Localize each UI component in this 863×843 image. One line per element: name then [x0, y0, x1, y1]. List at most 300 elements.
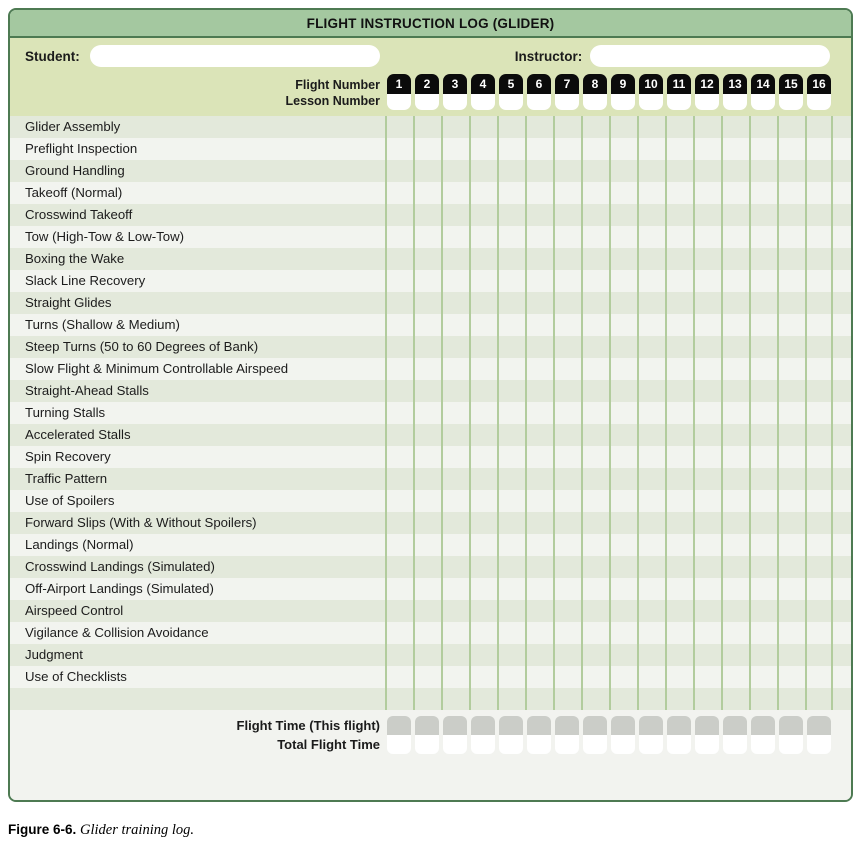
lesson-number-cell[interactable] [723, 94, 747, 110]
task-cell[interactable] [665, 270, 693, 292]
task-cell[interactable] [665, 666, 693, 688]
task-cell[interactable] [525, 688, 553, 710]
task-cell[interactable] [553, 424, 581, 446]
task-cell[interactable] [469, 182, 497, 204]
task-cell[interactable] [805, 380, 833, 402]
task-cell[interactable] [581, 358, 609, 380]
total-flight-time-cell[interactable] [667, 735, 691, 754]
lesson-number-cell[interactable] [611, 94, 635, 110]
task-cell[interactable] [497, 468, 525, 490]
task-cell[interactable] [413, 534, 441, 556]
task-cell[interactable] [637, 204, 665, 226]
lesson-number-cell[interactable] [443, 94, 467, 110]
task-cell[interactable] [441, 358, 469, 380]
task-cell[interactable] [469, 622, 497, 644]
task-cell[interactable] [469, 468, 497, 490]
task-cell[interactable] [637, 138, 665, 160]
task-cell[interactable] [553, 160, 581, 182]
task-cell[interactable] [721, 160, 749, 182]
task-cell[interactable] [693, 380, 721, 402]
task-cell[interactable] [665, 358, 693, 380]
task-cell[interactable] [553, 226, 581, 248]
task-cell[interactable] [441, 336, 469, 358]
flight-time-cell[interactable] [443, 716, 467, 735]
task-cell[interactable] [385, 336, 413, 358]
task-cell[interactable] [413, 468, 441, 490]
task-cell[interactable] [581, 116, 609, 138]
flight-time-cell[interactable] [611, 716, 635, 735]
task-cell[interactable] [385, 248, 413, 270]
task-cell[interactable] [749, 336, 777, 358]
task-cell[interactable] [749, 402, 777, 424]
task-cell[interactable] [609, 248, 637, 270]
task-cell[interactable] [637, 248, 665, 270]
task-cell[interactable] [497, 556, 525, 578]
task-cell[interactable] [609, 490, 637, 512]
task-cell[interactable] [525, 116, 553, 138]
task-cell[interactable] [637, 666, 665, 688]
task-cell[interactable] [777, 270, 805, 292]
task-cell[interactable] [385, 446, 413, 468]
task-cell[interactable] [497, 490, 525, 512]
task-cell[interactable] [777, 358, 805, 380]
total-flight-time-cell[interactable] [527, 735, 551, 754]
task-cell[interactable] [525, 226, 553, 248]
task-cell[interactable] [777, 622, 805, 644]
task-cell[interactable] [413, 490, 441, 512]
task-cell[interactable] [525, 380, 553, 402]
task-cell[interactable] [581, 446, 609, 468]
task-cell[interactable] [441, 666, 469, 688]
task-cell[interactable] [609, 182, 637, 204]
total-flight-time-cell[interactable] [471, 735, 495, 754]
task-cell[interactable] [553, 534, 581, 556]
task-cell[interactable] [469, 380, 497, 402]
task-cell[interactable] [805, 358, 833, 380]
task-cell[interactable] [665, 578, 693, 600]
task-cell[interactable] [581, 402, 609, 424]
task-cell[interactable] [581, 556, 609, 578]
task-cell[interactable] [721, 292, 749, 314]
task-cell[interactable] [693, 578, 721, 600]
task-cell[interactable] [665, 314, 693, 336]
task-cell[interactable] [385, 314, 413, 336]
task-cell[interactable] [441, 248, 469, 270]
task-cell[interactable] [721, 138, 749, 160]
flight-time-cell[interactable] [723, 716, 747, 735]
task-cell[interactable] [749, 182, 777, 204]
task-cell[interactable] [581, 534, 609, 556]
task-cell[interactable] [441, 534, 469, 556]
task-cell[interactable] [749, 204, 777, 226]
flight-time-cell[interactable] [471, 716, 495, 735]
task-cell[interactable] [497, 270, 525, 292]
task-cell[interactable] [497, 666, 525, 688]
task-cell[interactable] [693, 490, 721, 512]
task-cell[interactable] [721, 182, 749, 204]
total-flight-time-cell[interactable] [723, 735, 747, 754]
task-cell[interactable] [469, 292, 497, 314]
task-cell[interactable] [581, 622, 609, 644]
task-cell[interactable] [637, 424, 665, 446]
task-cell[interactable] [749, 468, 777, 490]
task-cell[interactable] [581, 424, 609, 446]
task-cell[interactable] [497, 380, 525, 402]
task-cell[interactable] [665, 688, 693, 710]
task-cell[interactable] [721, 402, 749, 424]
flight-time-cell[interactable] [807, 716, 831, 735]
lesson-number-cell[interactable] [695, 94, 719, 110]
task-cell[interactable] [581, 490, 609, 512]
task-cell[interactable] [693, 556, 721, 578]
task-cell[interactable] [637, 644, 665, 666]
task-cell[interactable] [721, 644, 749, 666]
task-cell[interactable] [693, 204, 721, 226]
task-cell[interactable] [637, 534, 665, 556]
task-cell[interactable] [777, 116, 805, 138]
task-cell[interactable] [693, 446, 721, 468]
task-cell[interactable] [805, 424, 833, 446]
task-cell[interactable] [665, 468, 693, 490]
task-cell[interactable] [525, 204, 553, 226]
task-cell[interactable] [525, 358, 553, 380]
flight-time-cell[interactable] [415, 716, 439, 735]
task-cell[interactable] [469, 534, 497, 556]
task-cell[interactable] [693, 226, 721, 248]
task-cell[interactable] [413, 160, 441, 182]
task-cell[interactable] [385, 116, 413, 138]
task-cell[interactable] [777, 468, 805, 490]
task-cell[interactable] [385, 578, 413, 600]
task-cell[interactable] [749, 314, 777, 336]
task-cell[interactable] [665, 116, 693, 138]
task-cell[interactable] [413, 292, 441, 314]
total-flight-time-cell[interactable] [499, 735, 523, 754]
task-cell[interactable] [609, 512, 637, 534]
task-cell[interactable] [413, 600, 441, 622]
task-cell[interactable] [581, 226, 609, 248]
task-cell[interactable] [413, 556, 441, 578]
task-cell[interactable] [637, 226, 665, 248]
task-cell[interactable] [749, 446, 777, 468]
task-cell[interactable] [777, 336, 805, 358]
task-cell[interactable] [665, 512, 693, 534]
task-cell[interactable] [413, 446, 441, 468]
task-cell[interactable] [413, 644, 441, 666]
task-cell[interactable] [469, 138, 497, 160]
instructor-input[interactable] [590, 45, 830, 67]
task-cell[interactable] [805, 182, 833, 204]
task-cell[interactable] [637, 314, 665, 336]
task-cell[interactable] [441, 204, 469, 226]
task-cell[interactable] [609, 314, 637, 336]
task-cell[interactable] [721, 424, 749, 446]
task-cell[interactable] [637, 292, 665, 314]
task-cell[interactable] [805, 534, 833, 556]
flight-time-cell[interactable] [555, 716, 579, 735]
task-cell[interactable] [581, 336, 609, 358]
task-cell[interactable] [497, 160, 525, 182]
task-cell[interactable] [413, 688, 441, 710]
task-cell[interactable] [665, 622, 693, 644]
task-cell[interactable] [385, 534, 413, 556]
task-cell[interactable] [777, 644, 805, 666]
task-cell[interactable] [497, 534, 525, 556]
task-cell[interactable] [777, 292, 805, 314]
task-cell[interactable] [413, 578, 441, 600]
task-cell[interactable] [413, 336, 441, 358]
task-cell[interactable] [581, 600, 609, 622]
task-cell[interactable] [581, 688, 609, 710]
task-cell[interactable] [609, 644, 637, 666]
task-cell[interactable] [441, 380, 469, 402]
task-cell[interactable] [777, 446, 805, 468]
task-cell[interactable] [609, 160, 637, 182]
task-cell[interactable] [385, 688, 413, 710]
task-cell[interactable] [777, 380, 805, 402]
task-cell[interactable] [637, 512, 665, 534]
task-cell[interactable] [749, 292, 777, 314]
task-cell[interactable] [497, 512, 525, 534]
task-cell[interactable] [805, 512, 833, 534]
task-cell[interactable] [413, 622, 441, 644]
task-cell[interactable] [385, 380, 413, 402]
task-cell[interactable] [637, 688, 665, 710]
task-cell[interactable] [637, 468, 665, 490]
task-cell[interactable] [693, 424, 721, 446]
task-cell[interactable] [693, 688, 721, 710]
task-cell[interactable] [413, 204, 441, 226]
task-cell[interactable] [553, 556, 581, 578]
task-cell[interactable] [413, 116, 441, 138]
total-flight-time-cell[interactable] [779, 735, 803, 754]
task-cell[interactable] [525, 556, 553, 578]
task-cell[interactable] [581, 204, 609, 226]
task-cell[interactable] [497, 204, 525, 226]
total-flight-time-cell[interactable] [807, 735, 831, 754]
lesson-number-cell[interactable] [527, 94, 551, 110]
task-cell[interactable] [805, 292, 833, 314]
task-cell[interactable] [441, 512, 469, 534]
task-cell[interactable] [385, 292, 413, 314]
lesson-number-cell[interactable] [751, 94, 775, 110]
task-cell[interactable] [553, 402, 581, 424]
task-cell[interactable] [553, 314, 581, 336]
flight-time-cell[interactable] [639, 716, 663, 735]
task-cell[interactable] [385, 556, 413, 578]
task-cell[interactable] [441, 490, 469, 512]
task-cell[interactable] [553, 270, 581, 292]
task-cell[interactable] [777, 160, 805, 182]
task-cell[interactable] [469, 424, 497, 446]
task-cell[interactable] [749, 138, 777, 160]
task-cell[interactable] [777, 578, 805, 600]
task-cell[interactable] [553, 688, 581, 710]
task-cell[interactable] [553, 292, 581, 314]
task-cell[interactable] [525, 292, 553, 314]
task-cell[interactable] [693, 600, 721, 622]
task-cell[interactable] [385, 270, 413, 292]
task-cell[interactable] [693, 622, 721, 644]
task-cell[interactable] [693, 248, 721, 270]
task-cell[interactable] [609, 622, 637, 644]
lesson-number-cell[interactable] [779, 94, 803, 110]
task-cell[interactable] [413, 270, 441, 292]
task-cell[interactable] [553, 336, 581, 358]
task-cell[interactable] [385, 644, 413, 666]
total-flight-time-cell[interactable] [583, 735, 607, 754]
task-cell[interactable] [721, 556, 749, 578]
task-cell[interactable] [441, 402, 469, 424]
task-cell[interactable] [749, 358, 777, 380]
task-cell[interactable] [553, 446, 581, 468]
total-flight-time-cell[interactable] [639, 735, 663, 754]
task-cell[interactable] [385, 160, 413, 182]
task-cell[interactable] [609, 336, 637, 358]
task-cell[interactable] [525, 490, 553, 512]
task-cell[interactable] [385, 512, 413, 534]
task-cell[interactable] [805, 138, 833, 160]
task-cell[interactable] [525, 512, 553, 534]
flight-time-cell[interactable] [667, 716, 691, 735]
task-cell[interactable] [469, 358, 497, 380]
lesson-number-cell[interactable] [499, 94, 523, 110]
task-cell[interactable] [525, 402, 553, 424]
task-cell[interactable] [497, 226, 525, 248]
task-cell[interactable] [637, 182, 665, 204]
task-cell[interactable] [385, 358, 413, 380]
task-cell[interactable] [609, 402, 637, 424]
task-cell[interactable] [665, 446, 693, 468]
flight-time-cell[interactable] [695, 716, 719, 735]
task-cell[interactable] [637, 600, 665, 622]
task-cell[interactable] [553, 512, 581, 534]
task-cell[interactable] [441, 600, 469, 622]
task-cell[interactable] [441, 182, 469, 204]
task-cell[interactable] [805, 688, 833, 710]
task-cell[interactable] [637, 622, 665, 644]
task-cell[interactable] [441, 226, 469, 248]
task-cell[interactable] [693, 358, 721, 380]
task-cell[interactable] [805, 248, 833, 270]
task-cell[interactable] [441, 578, 469, 600]
task-cell[interactable] [497, 600, 525, 622]
task-cell[interactable] [693, 138, 721, 160]
task-cell[interactable] [749, 666, 777, 688]
task-cell[interactable] [637, 402, 665, 424]
task-cell[interactable] [385, 666, 413, 688]
flight-time-cell[interactable] [499, 716, 523, 735]
task-cell[interactable] [749, 226, 777, 248]
task-cell[interactable] [525, 160, 553, 182]
lesson-number-cell[interactable] [471, 94, 495, 110]
flight-time-cell[interactable] [387, 716, 411, 735]
lesson-number-cell[interactable] [807, 94, 831, 110]
task-cell[interactable] [805, 490, 833, 512]
task-cell[interactable] [665, 534, 693, 556]
task-cell[interactable] [721, 204, 749, 226]
task-cell[interactable] [665, 292, 693, 314]
task-cell[interactable] [777, 226, 805, 248]
task-cell[interactable] [581, 666, 609, 688]
task-cell[interactable] [469, 578, 497, 600]
task-cell[interactable] [441, 292, 469, 314]
task-cell[interactable] [805, 556, 833, 578]
task-cell[interactable] [497, 424, 525, 446]
task-cell[interactable] [525, 644, 553, 666]
task-cell[interactable] [721, 578, 749, 600]
task-cell[interactable] [413, 182, 441, 204]
task-cell[interactable] [637, 578, 665, 600]
task-cell[interactable] [693, 314, 721, 336]
task-cell[interactable] [581, 160, 609, 182]
flight-time-cell[interactable] [583, 716, 607, 735]
task-cell[interactable] [385, 424, 413, 446]
task-cell[interactable] [665, 644, 693, 666]
task-cell[interactable] [497, 182, 525, 204]
task-cell[interactable] [749, 644, 777, 666]
task-cell[interactable] [469, 644, 497, 666]
task-cell[interactable] [413, 248, 441, 270]
task-cell[interactable] [693, 666, 721, 688]
task-cell[interactable] [777, 138, 805, 160]
task-cell[interactable] [749, 490, 777, 512]
task-cell[interactable] [805, 270, 833, 292]
task-cell[interactable] [413, 226, 441, 248]
task-cell[interactable] [665, 556, 693, 578]
task-cell[interactable] [553, 622, 581, 644]
task-cell[interactable] [525, 622, 553, 644]
task-cell[interactable] [805, 666, 833, 688]
task-cell[interactable] [609, 446, 637, 468]
task-cell[interactable] [805, 402, 833, 424]
task-cell[interactable] [777, 248, 805, 270]
task-cell[interactable] [609, 424, 637, 446]
task-cell[interactable] [525, 314, 553, 336]
task-cell[interactable] [525, 182, 553, 204]
task-cell[interactable] [497, 688, 525, 710]
task-cell[interactable] [721, 600, 749, 622]
task-cell[interactable] [581, 314, 609, 336]
task-cell[interactable] [581, 644, 609, 666]
task-cell[interactable] [693, 468, 721, 490]
task-cell[interactable] [525, 424, 553, 446]
task-cell[interactable] [469, 160, 497, 182]
task-cell[interactable] [777, 424, 805, 446]
task-cell[interactable] [693, 270, 721, 292]
task-cell[interactable] [693, 336, 721, 358]
task-cell[interactable] [721, 270, 749, 292]
task-cell[interactable] [469, 402, 497, 424]
task-cell[interactable] [665, 380, 693, 402]
flight-time-cell[interactable] [527, 716, 551, 735]
task-cell[interactable] [805, 226, 833, 248]
task-cell[interactable] [469, 688, 497, 710]
task-cell[interactable] [721, 534, 749, 556]
task-cell[interactable] [721, 490, 749, 512]
task-cell[interactable] [693, 116, 721, 138]
task-cell[interactable] [721, 622, 749, 644]
task-cell[interactable] [609, 226, 637, 248]
task-cell[interactable] [665, 248, 693, 270]
task-cell[interactable] [441, 116, 469, 138]
task-cell[interactable] [553, 182, 581, 204]
task-cell[interactable] [469, 270, 497, 292]
task-cell[interactable] [637, 556, 665, 578]
task-cell[interactable] [777, 600, 805, 622]
task-cell[interactable] [469, 600, 497, 622]
task-cell[interactable] [413, 358, 441, 380]
